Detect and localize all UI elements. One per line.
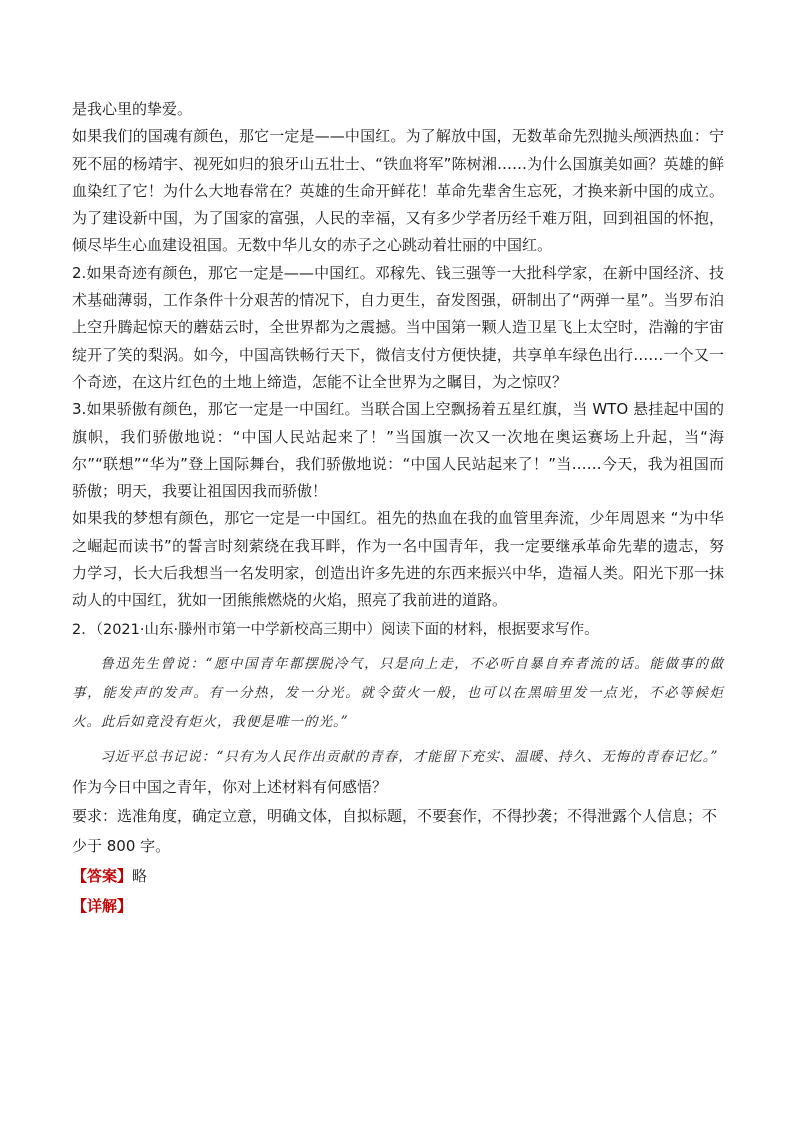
answer-line — [72, 861, 724, 891]
question-prompt: 作为今日中国之青年，你对上述材料有何感悟？ — [72, 777, 388, 796]
essay-paragraph-4: 如果我的梦想有颜色，那它一定是一中国红。祖先的热血在我的血管里奔流，少年周恩来 “为中华之崛起而读书”的誓言时刻萦绕在我耳畔，作为一名中国青年，我一定要继承革命先辈的遗志，努力学习，长大后我想当一名发明家，创造出许多先进的东西来振兴中华，造福人类。阳光下那一抹动人的中国红，犹如一团熊熊燃烧的火焰，照亮了我前进的道路。 — [72, 509, 724, 610]
answer-text: 略 — [132, 866, 148, 885]
essay-paragraph-1: 如果我们的国魂有颜色，那它一定是——中国红。为了解放中国，无数革命先烈抛头颅洒热血：宁死不屈的杨靖宇、视死如归的狼牙山五壮士、“铁血将军”陈树湘……为什么国旗美如画？英雄的鲜血染红了它！为什么大地春常在？英雄的生命开鲜花！革命先辈舍生忘死，才换来新中国的成立。为了建设新中国，为了国家的富强，人民的幸福，又有多少学者历经千难万阻，回到祖国的怀抱，倾尽毕生心血建设祖国。无数中华儿女的赤子之心跳动着壮丽的中国红。 — [72, 127, 724, 255]
detail-line — [72, 891, 724, 921]
question-requirements: 要求：选准角度，确定立意，明确文体，自拟标题，不要套作，不得抄袭；不得泄露个人信息；不少于 800 字。 — [72, 806, 718, 855]
material-quote-xi: 习近平总书记说：“只有为人民作出贡献的青春，才能留下充实、温暖、持久、无悔的青春记忆。” — [100, 748, 719, 765]
material-quote-luxun: 鲁迅先生曾说：“愿中国青年都摆脱冷气，只是向上走，不必听自暴自弃者流的话。能做事的做事，能发声的发声。有一分热，发一分光。就令萤火一般，也可以在黑暗里发一点光，不必等候炬火。此后如竟没有炬火，我便是唯一的光。” — [72, 655, 724, 730]
document-content — [72, 96, 724, 921]
essay-paragraph-0: 是我心里的挚爱。 — [72, 100, 193, 118]
question-header: 2．（2021·山东·滕州市第一中学新校高三期中）阅读下面的材料，根据要求写作。 — [72, 621, 599, 638]
detail-tag: 【详解】 — [72, 896, 133, 915]
essay-paragraph-3: 3.如果骄傲有颜色，那它一定是一中国红。当联合国上空飘扬着五星红旗，当 WTO 悬挂起中国的旗帜，我们骄傲地说：“中国人民站起来了！”当国旗一次又一次地在奥运赛场上升起，当“海尔”“联想”“华为”登上国际舞台，我们骄傲地说：“中国人民站起来了！”当……今天，我为祖国而骄傲；明天，我要让祖国因我而骄傲！ — [72, 400, 724, 501]
essay-paragraph-2: 2.如果奇迹有颜色，那它一定是——中国红。邓稼先、钱三强等一大批科学家，在新中国经济、技术基础薄弱，工作条件十分艰苦的情况下，自力更生，奋发图强，研制出了“两弹一星”。当罗布泊上空升腾起惊天的蘑菇云时，全世界都为之震撼。当中国第一颗人造卫星飞上太空时，浩瀚的宇宙绽开了笑的梨涡。如今，中国高铁畅行天下，微信支付方便快捷，共享单车绿色出行……一个又一个奇迹，在这片红色的土地上缔造，怎能不让全世界为之瞩目，为之惊叹？ — [72, 263, 724, 391]
material-quotes — [72, 650, 724, 772]
answer-tag: 【答案】 — [72, 866, 133, 885]
